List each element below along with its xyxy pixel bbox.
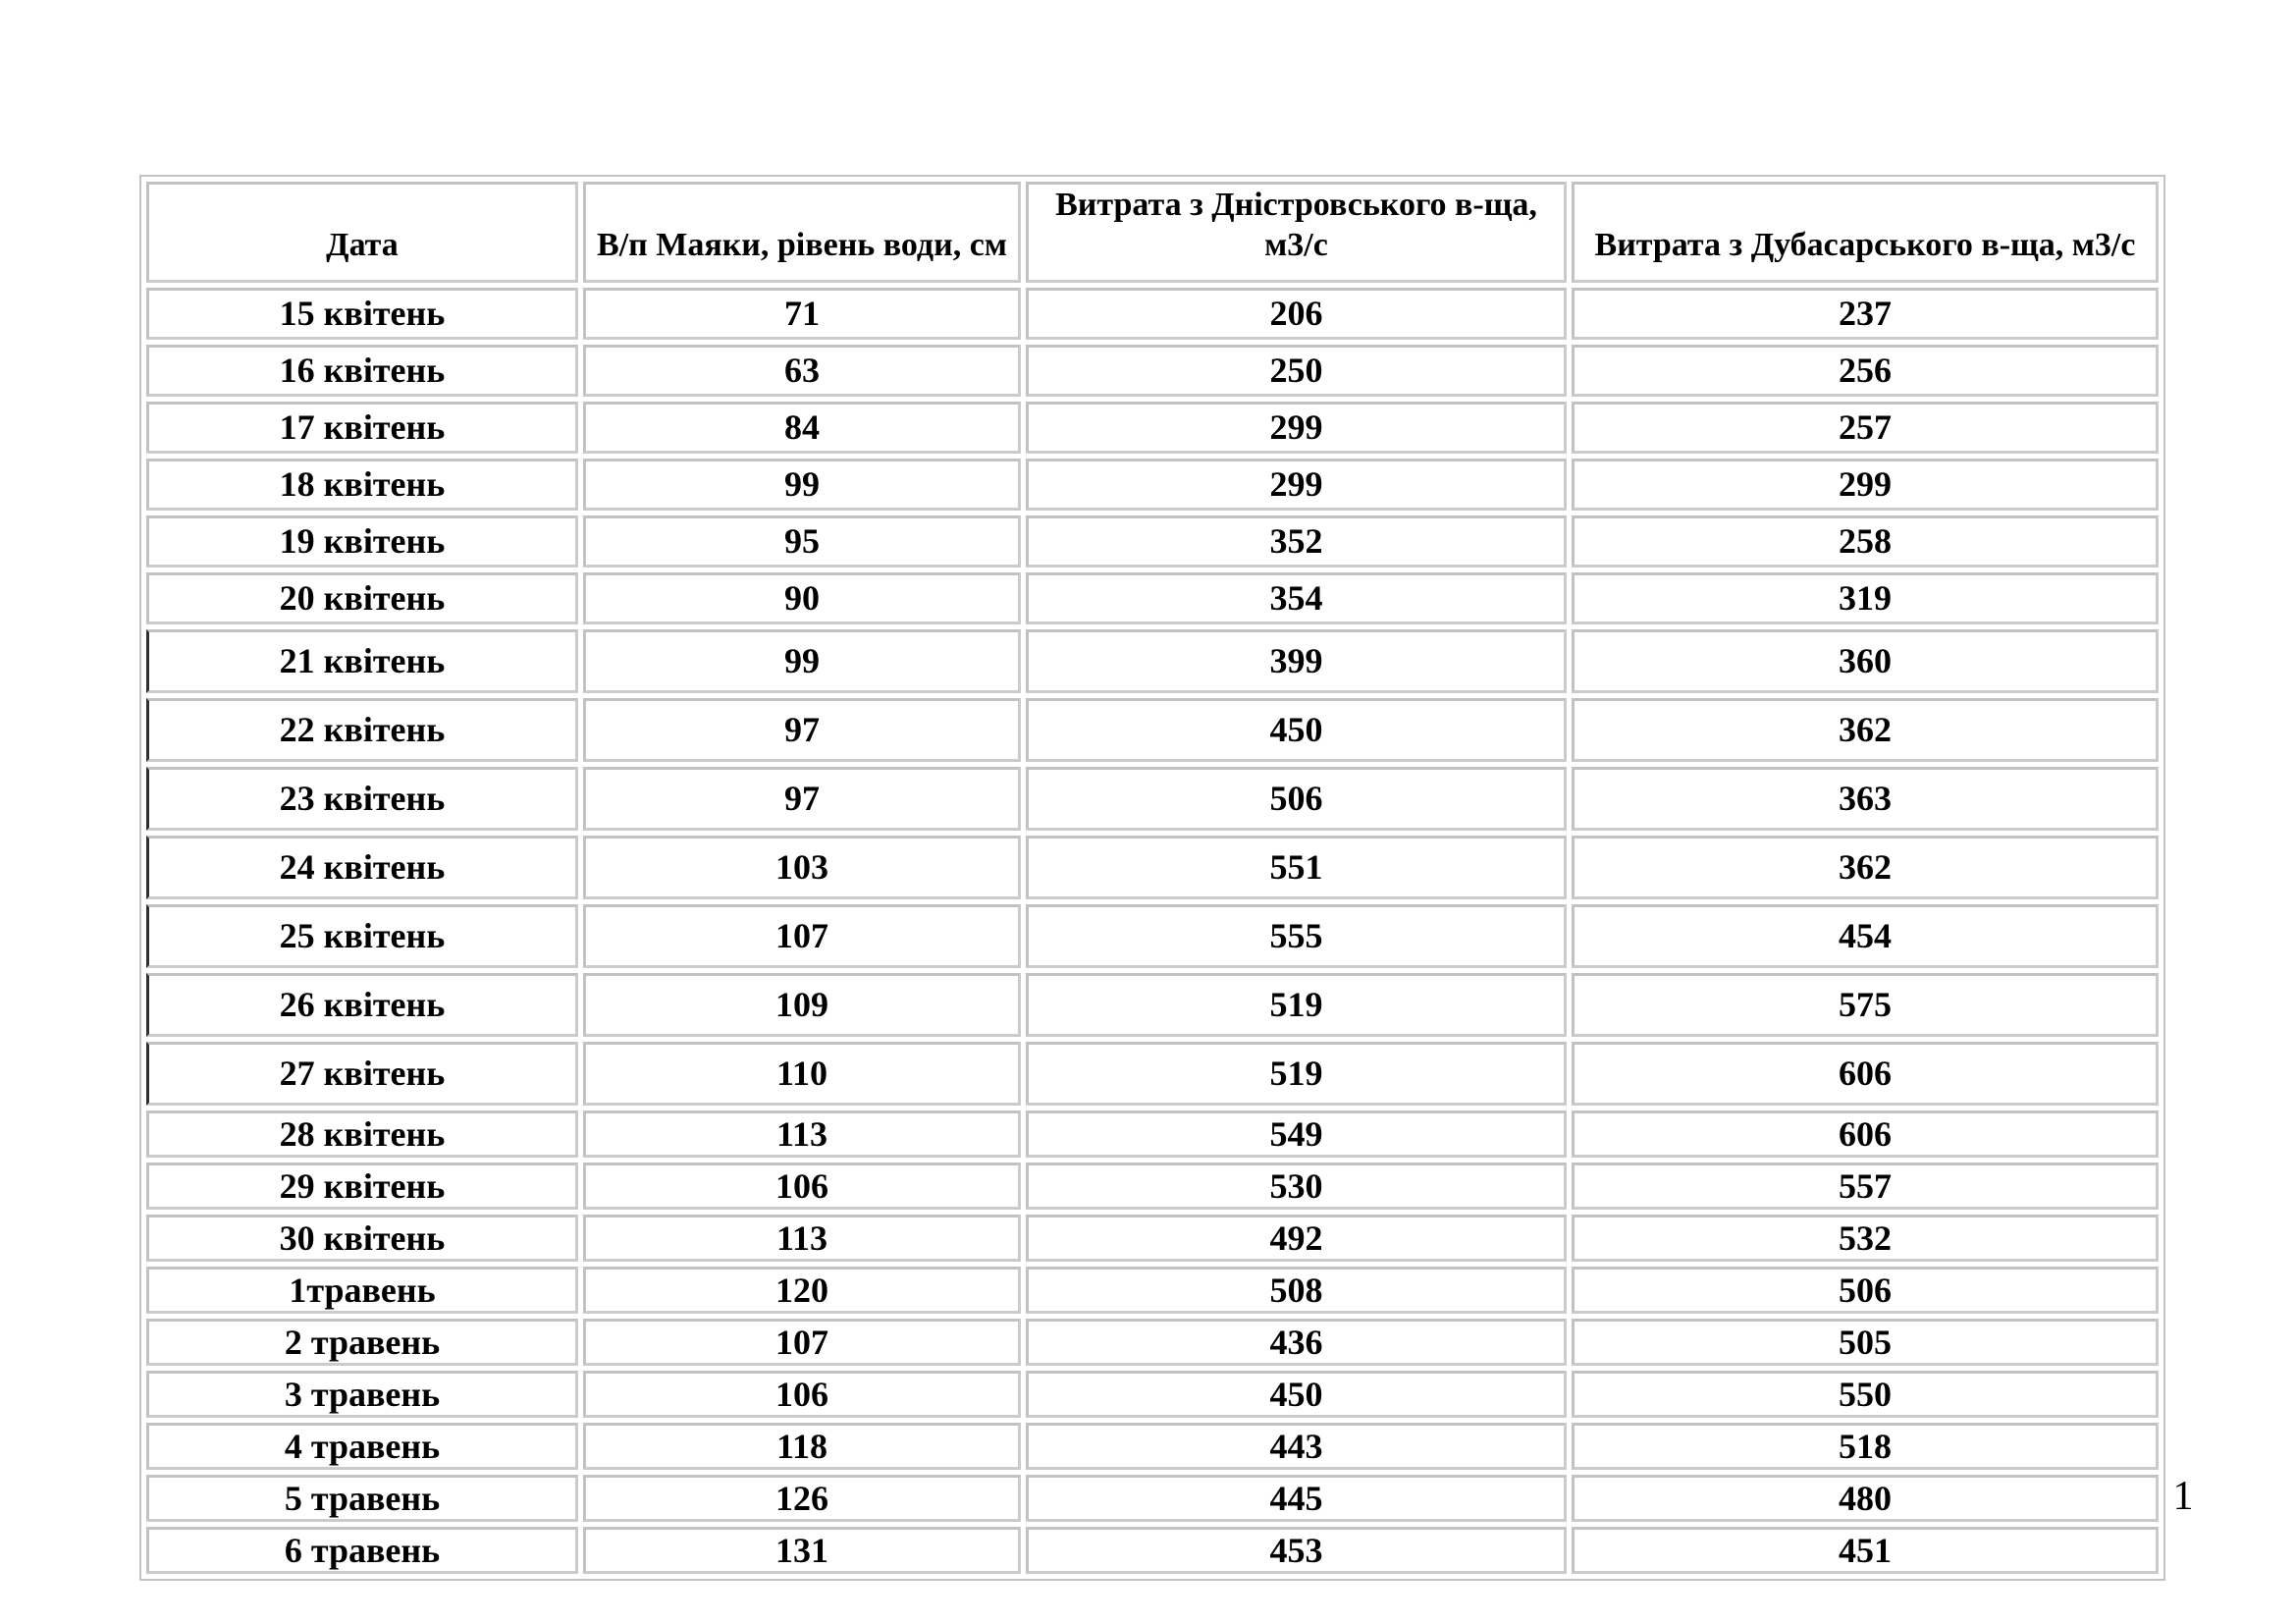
dnister-discharge-cell: 450 [1026, 1371, 1567, 1418]
level-cell: 103 [583, 836, 1021, 899]
date-cell: 23 квітень [146, 767, 578, 831]
level-cell: 118 [583, 1423, 1021, 1470]
level-cell: 120 [583, 1267, 1021, 1314]
level-cell: 110 [583, 1042, 1021, 1106]
date-cell: 19 квітень [146, 515, 578, 568]
level-cell: 109 [583, 973, 1021, 1037]
table-row [146, 1163, 2159, 1210]
table-row [146, 1215, 2159, 1262]
date-cell: 28 квітень [146, 1110, 578, 1158]
table-row [146, 345, 2159, 397]
table-row [146, 288, 2159, 340]
table-row [146, 767, 2159, 831]
dnister-discharge-cell: 551 [1026, 836, 1567, 899]
level-cell: 113 [583, 1215, 1021, 1262]
dubasari-discharge-cell: 299 [1572, 459, 2159, 511]
date-cell: 22 квітень [146, 698, 578, 762]
table-row [146, 836, 2159, 899]
dnister-discharge-cell: 453 [1026, 1527, 1567, 1574]
table-row [146, 629, 2159, 693]
level-cell: 113 [583, 1110, 1021, 1158]
table-row [146, 973, 2159, 1037]
dnister-discharge-cell: 436 [1026, 1319, 1567, 1366]
dnister-discharge-cell: 506 [1026, 767, 1567, 831]
date-cell: 15 квітень [146, 288, 578, 340]
table-row [146, 515, 2159, 568]
dubasari-discharge-cell: 319 [1572, 572, 2159, 624]
level-cell: 63 [583, 345, 1021, 397]
table-row [146, 459, 2159, 511]
dubasari-discharge-cell: 506 [1572, 1267, 2159, 1314]
dubasari-discharge-cell: 606 [1572, 1110, 2159, 1158]
dubasari-discharge-cell: 550 [1572, 1371, 2159, 1418]
date-cell: 5 травень [146, 1475, 578, 1522]
dnister-discharge-cell: 352 [1026, 515, 1567, 568]
dubasari-discharge-cell: 518 [1572, 1423, 2159, 1470]
level-cell: 71 [583, 288, 1021, 340]
level-cell: 84 [583, 402, 1021, 454]
dnister-discharge-cell: 549 [1026, 1110, 1567, 1158]
date-cell: 16 квітень [146, 345, 578, 397]
date-cell: 21 квітень [146, 629, 578, 693]
table-row [146, 698, 2159, 762]
level-cell: 131 [583, 1527, 1021, 1574]
level-cell: 95 [583, 515, 1021, 568]
table-row [146, 1423, 2159, 1470]
date-cell: 29 квітень [146, 1163, 578, 1210]
dnister-discharge-cell: 555 [1026, 904, 1567, 968]
level-cell: 107 [583, 904, 1021, 968]
dubasari-discharge-cell: 454 [1572, 904, 2159, 968]
level-cell: 99 [583, 629, 1021, 693]
dnister-discharge-cell: 206 [1026, 288, 1567, 340]
table-row [146, 1042, 2159, 1106]
level-cell: 99 [583, 459, 1021, 511]
dubasari-discharge-cell: 362 [1572, 836, 2159, 899]
date-cell: 1травень [146, 1267, 578, 1314]
dubasari-discharge-cell: 575 [1572, 973, 2159, 1037]
header-cell-dnister-discharge: Витрата з Дністровського в-ща, м3/с [1026, 182, 1567, 283]
table-row [146, 572, 2159, 624]
dubasari-discharge-cell: 237 [1572, 288, 2159, 340]
dubasari-discharge-cell: 505 [1572, 1319, 2159, 1366]
dnister-discharge-cell: 519 [1026, 973, 1567, 1037]
date-cell: 25 квітень [146, 904, 578, 968]
dnister-discharge-cell: 519 [1026, 1042, 1567, 1106]
header-cell-dubasari-discharge: Витрата з Дубасарського в-ща, м3/с [1572, 182, 2159, 283]
table-row [146, 1110, 2159, 1158]
date-cell: 4 травень [146, 1423, 578, 1470]
date-cell: 17 квітень [146, 402, 578, 454]
date-cell: 26 квітень [146, 973, 578, 1037]
date-cell: 6 травень [146, 1527, 578, 1574]
dubasari-discharge-cell: 480 [1572, 1475, 2159, 1522]
dubasari-discharge-cell: 557 [1572, 1163, 2159, 1210]
table-row [146, 1527, 2159, 1574]
dubasari-discharge-cell: 256 [1572, 345, 2159, 397]
dnister-discharge-cell: 299 [1026, 459, 1567, 511]
level-cell: 97 [583, 767, 1021, 831]
date-cell: 27 квітень [146, 1042, 578, 1106]
date-cell: 2 травень [146, 1319, 578, 1366]
dnister-discharge-cell: 450 [1026, 698, 1567, 762]
dnister-discharge-cell: 445 [1026, 1475, 1567, 1522]
dnister-discharge-cell: 250 [1026, 345, 1567, 397]
table-row [146, 904, 2159, 968]
water-data-table [139, 175, 2165, 1581]
level-cell: 106 [583, 1163, 1021, 1210]
dnister-discharge-cell: 508 [1026, 1267, 1567, 1314]
level-cell: 107 [583, 1319, 1021, 1366]
table-row [146, 1371, 2159, 1418]
date-cell: 24 квітень [146, 836, 578, 899]
page-number: 1 [2172, 1474, 2194, 1519]
date-cell: 18 квітень [146, 459, 578, 511]
dubasari-discharge-cell: 451 [1572, 1527, 2159, 1574]
date-cell: 30 квітень [146, 1215, 578, 1262]
dubasari-discharge-cell: 606 [1572, 1042, 2159, 1106]
level-cell: 126 [583, 1475, 1021, 1522]
level-cell: 90 [583, 572, 1021, 624]
dnister-discharge-cell: 399 [1026, 629, 1567, 693]
table-row [146, 1319, 2159, 1366]
dnister-discharge-cell: 530 [1026, 1163, 1567, 1210]
date-cell: 3 травень [146, 1371, 578, 1418]
dnister-discharge-cell: 492 [1026, 1215, 1567, 1262]
date-cell: 20 квітень [146, 572, 578, 624]
table-row [146, 1267, 2159, 1314]
table-body [146, 288, 2159, 1574]
dubasari-discharge-cell: 257 [1572, 402, 2159, 454]
dubasari-discharge-cell: 532 [1572, 1215, 2159, 1262]
dnister-discharge-cell: 443 [1026, 1423, 1567, 1470]
dubasari-discharge-cell: 360 [1572, 629, 2159, 693]
level-cell: 106 [583, 1371, 1021, 1418]
dubasari-discharge-cell: 362 [1572, 698, 2159, 762]
dnister-discharge-cell: 354 [1026, 572, 1567, 624]
table-row [146, 402, 2159, 454]
level-cell: 97 [583, 698, 1021, 762]
header-cell-level: В/п Маяки, рівень води, см [583, 182, 1021, 283]
dubasari-discharge-cell: 363 [1572, 767, 2159, 831]
dubasari-discharge-cell: 258 [1572, 515, 2159, 568]
table-row [146, 1475, 2159, 1522]
header-cell-date: Дата [146, 182, 578, 283]
dnister-discharge-cell: 299 [1026, 402, 1567, 454]
table-header-row [146, 182, 2159, 283]
